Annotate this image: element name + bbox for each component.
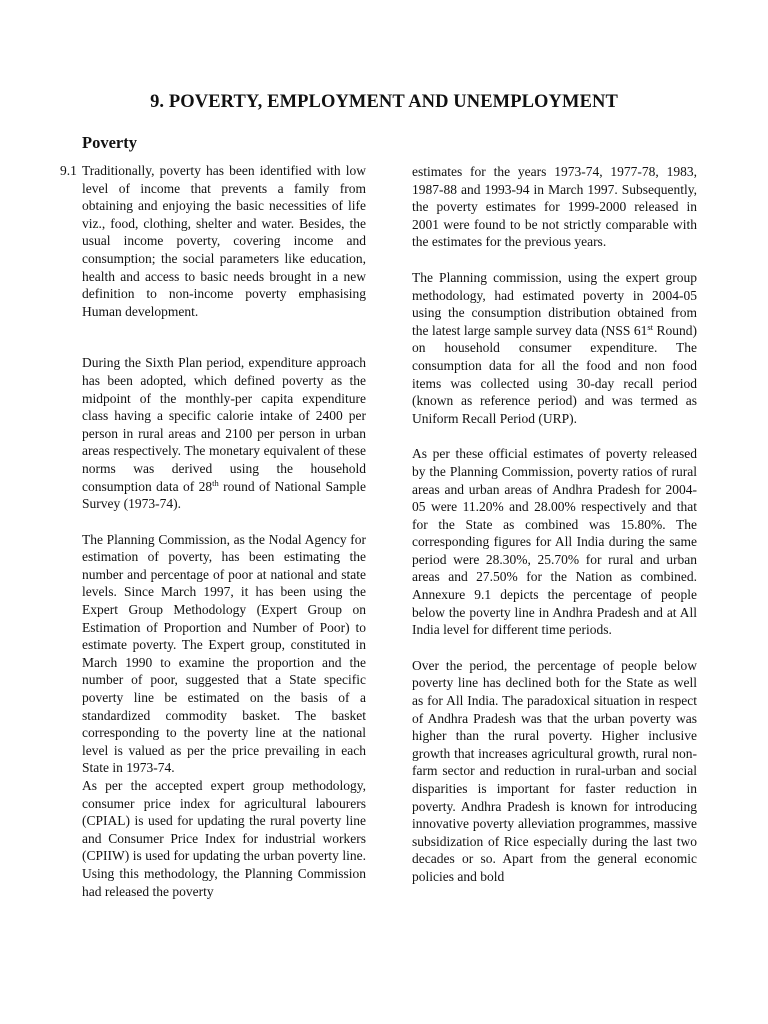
- paragraph-number: 9.1: [60, 163, 77, 178]
- left-paragraph-1: Traditionally, poverty has been identified with low level of income that prevents a family from obtaining and enjoying the basic necessities of life viz., food, clothing, shelter and water. Besides, the usual income poverty, covering income and consumption; the social parameters like education, health and access to basic needs brought in a new definition to non-income poverty emphasising Human development.: [82, 163, 366, 319]
- section-heading-poverty: Poverty: [82, 133, 137, 152]
- right-paragraph-2-text-b: Round) on household consumer expenditure. The consumption data for all the food and non food items was collected using 30-day recall period (known as reference period) and was termed as Uniform Recall Period (URP).: [412, 322, 697, 426]
- right-paragraph-2-text-a: The Planning commission, using the expert group methodology, had estimated poverty in 2004-05 using the consumption distribution obtained from the latest large sample survey data (NSS 61: [412, 269, 697, 338]
- left-paragraph-2-text-a: During the Sixth Plan period, expenditure approach has been adopted, which defined poverty as the midpoint of the monthly-per capita expenditure class having a specific calorie intake of 2400 per person in rural areas and 2100 per person in urban areas respectively. The monetary equivalent of these norms was derived using the household consumption data of 28: [82, 355, 366, 494]
- right-paragraph-2-superscript: st: [647, 321, 654, 332]
- page-title: 9. POVERTY, EMPLOYMENT AND UNEMPLOYMENT: [150, 92, 618, 112]
- left-paragraph-2-text-b: round of National Sample Survey (1973-74).: [82, 478, 366, 512]
- left-paragraph-2-superscript: th: [212, 477, 219, 488]
- right-paragraph-4: Over the period, the percentage of people below poverty line has declined both for the State as well as for All India. The paradoxical situation in respect of Andhra Pradesh was that the urban poverty was higher than the rural poverty. Higher inclusive growth that increases agricultural growth, rural non-farm sector and reduction in rural-urban and social disparities is important for faster reduction in poverty. Andhra Pradesh is known for introducing innovative poverty alleviation programmes, massive subsidization of Rice especially during the last two decades or so. Apart from the general economic policies and bold: [412, 657, 697, 884]
- right-paragraph-1: estimates for the years 1973-74, 1977-78, 1983, 1987-88 and 1993-94 in March 1997. Subsequently, the poverty estimates for 1999-2000 released in 2001 were found to be not strictly comparable with the estimates for the previous years.: [412, 164, 697, 250]
- right-column: [412, 163, 697, 886]
- left-paragraph-4: As per the accepted expert group methodology, consumer price index for agricultural labourers (CPIAL) is used for updating the rural poverty line and Consumer Price Index for industrial workers (CPIIW) is used for updating the urban poverty line. Using this methodology, the Planning Commission had released the poverty: [82, 778, 366, 899]
- left-column: [82, 162, 366, 900]
- left-paragraph-2: [82, 354, 366, 512]
- right-paragraph-2: [412, 269, 697, 427]
- left-paragraph-3: The Planning Commission, as the Nodal Agency for estimation of poverty, has been estimating the number and percentage of poor at national and state levels. Since March 1997, it has been using the Expert Group Methodology (Expert Group on Estimation of Proportion and Number of Poor) to estimate poverty. The Expert group, constituted in March 1990 to examine the proportion and the number of poor, suggested that a State specific poverty line be estimated on the basis of a standardized commodity basket. The basket corresponding to the poverty line at the national level is valued as per the price prevailing in each State in 1973-74.: [82, 531, 366, 776]
- right-paragraph-3: As per these official estimates of poverty released by the Planning Commission, poverty ratios of rural areas and urban areas of Andhra Pradesh for 2004-05 were 11.20% and 28.00% respectively and that for the State as combined was 15.80%. The corresponding figures for All India during the same period were 28.30%, 25.70% for rural and urban areas and 27.50% for the Nation as combined. Annexure 9.1 depicts the percentage of people below the poverty line in Andhra Pradesh and at All India level for different time periods.: [412, 446, 697, 638]
